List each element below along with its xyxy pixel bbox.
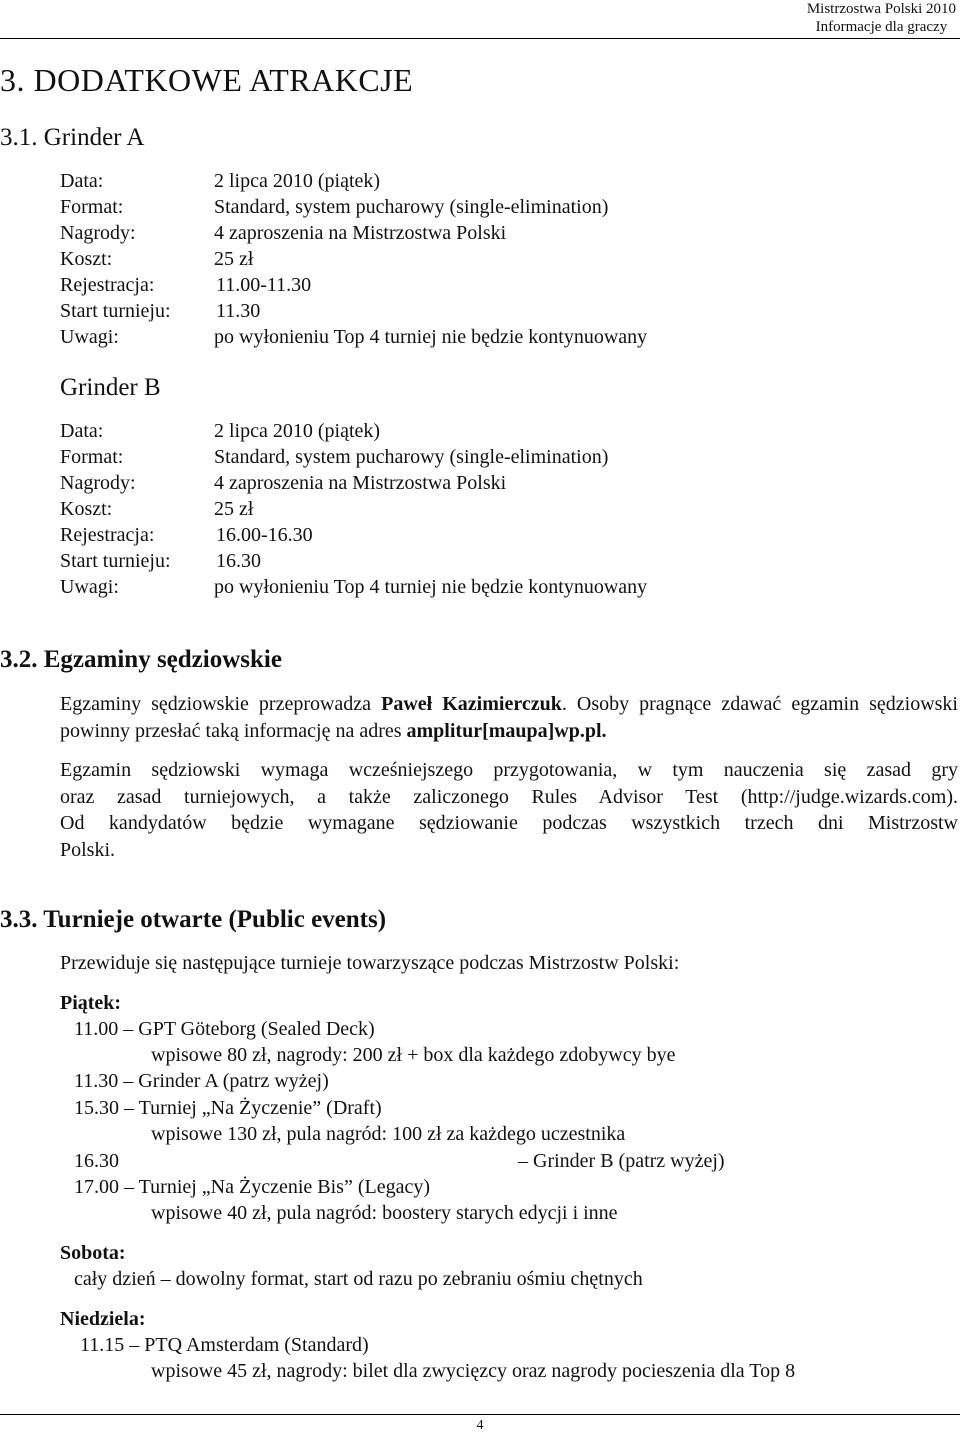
row-label: Data: [60, 420, 104, 442]
row-label: Nagrody: [60, 222, 136, 244]
row-label: Rejestracja: [60, 524, 155, 546]
row-label: Uwagi: [60, 326, 119, 348]
friday-event-4: – Grinder B (patrz wyżej) [518, 1150, 725, 1172]
grinder-b-row-format [60, 444, 609, 470]
footer-rule [0, 1414, 960, 1415]
grinder-a-heading: 3.1. Grinder A [0, 124, 145, 151]
sunday-label: Niedziela: [60, 1308, 146, 1330]
row-value: 25 zł [214, 498, 254, 520]
row-label: Data: [60, 170, 104, 192]
judges-p1-text-c: . [601, 719, 607, 742]
judge-name: Paweł Kazimierczuk [381, 693, 562, 715]
friday-event-3: 15.30 – Turniej „Na Życzenie” (Draft) [74, 1097, 382, 1119]
row-label: Rejestracja: [60, 274, 155, 296]
row-label: Uwagi: [60, 576, 119, 598]
row-value: 4 zaproszenia na Mistrzostwa Polski [214, 222, 507, 244]
running-header [807, 0, 956, 36]
judges-paragraph-1 [60, 691, 958, 744]
friday-event-5-details: wpisowe 40 zł, pula nagród: boostery starych edycji i inne [151, 1202, 618, 1224]
grinder-b-heading: Grinder B [60, 374, 161, 401]
friday-label: Piątek: [60, 992, 122, 1014]
grinder-b-row-prizes [60, 470, 507, 496]
row-value: 25 zł [214, 248, 254, 270]
friday-event-1-details: wpisowe 80 zł, nagrody: 200 zł + box dla każdego zdobywcy bye [151, 1044, 676, 1066]
open-events-intro: Przewiduje się następujące turnieje towarzyszące podczas Mistrzostw Polski: [60, 952, 680, 974]
row-label: Format: [60, 446, 124, 468]
judges-p2-line-2: oraz zasad turniejowych, a także zaliczonego Rules Advisor Test (http://judge.wizards.com). [60, 786, 958, 808]
saturday-label: Sobota: [60, 1242, 126, 1264]
row-value: po wyłonieniu Top 4 turniej nie będzie kontynuowany [214, 326, 648, 348]
row-value: 16.00-16.30 [216, 524, 313, 546]
row-label: Start turnieju: [60, 300, 171, 322]
grinder-a-row-date [60, 168, 381, 194]
grinder-a-row-cost [60, 246, 254, 272]
friday-event-2: 11.30 – Grinder A (patrz wyżej) [74, 1070, 329, 1092]
row-value: 2 lipca 2010 (piątek) [214, 420, 381, 442]
row-value: 2 lipca 2010 (piątek) [214, 170, 381, 192]
grinder-b-row-start [60, 548, 261, 574]
row-label: Start turnieju: [60, 550, 171, 572]
grinder-b-row-cost [60, 496, 254, 522]
grinder-a-row-registration [60, 272, 312, 298]
section-heading: 3. DODATKOWE ATRAKCJE [0, 62, 414, 98]
judges-p1-text-a: Egzaminy sędziowskie przeprowadza [60, 693, 382, 715]
page-number: 4 [476, 1418, 484, 1433]
grinder-a-row-notes [60, 324, 648, 350]
friday-event-5: 17.00 – Turniej „Na Życzenie Bis” (Legacy) [74, 1176, 431, 1198]
judge-email: amplitur[maupa]wp.pl [406, 719, 602, 742]
judges-p1-text-b: . Osoby pragnące zdawać egzamin sędziowski powinny przesłać taką informację na adres [60, 693, 958, 742]
grinder-b-row-date [60, 418, 381, 444]
row-value: 11.00-11.30 [216, 274, 312, 296]
friday-event-1: 11.00 – GPT Göteborg (Sealed Deck) [74, 1018, 375, 1040]
judges-p2-line-3: Od kandydatów będzie wymagane sędziowanie podczas wszystkich trzech dni Mistrzostw [60, 812, 958, 834]
sunday-event-details: wpisowe 45 zł, nagrody: bilet dla zwycięzcy oraz nagrody pocieszenia dla Top 8 [151, 1360, 796, 1382]
row-label: Koszt: [60, 498, 113, 520]
row-label: Format: [60, 196, 124, 218]
open-events-heading: 3.3. Turnieje otwarte (Public events) [0, 906, 387, 933]
friday-event-3-details: wpisowe 130 zł, pula nagród: 100 zł za każdego uczestnika [151, 1123, 626, 1145]
row-value: 16.30 [216, 550, 261, 572]
header-title: Mistrzostwa Polski 2010 [806, 1, 956, 17]
header-subtitle: Informacje dla graczy [815, 19, 948, 35]
grinder-a-row-format [60, 194, 609, 220]
row-value: Standard, system pucharowy (single-elimination) [214, 446, 609, 468]
sunday-event: 11.15 – PTQ Amsterdam (Standard) [80, 1334, 369, 1356]
judges-p2-line-1: Egzamin sędziowski wymaga wcześniejszego przygotowania, w tym nauczenia się zasad gry [60, 759, 958, 781]
row-label: Koszt: [60, 248, 113, 270]
grinder-a-row-start [60, 298, 261, 324]
grinder-a-row-prizes [60, 220, 507, 246]
saturday-event: cały dzień – dowolny format, start od razu po zebraniu ośmiu chętnych [74, 1268, 643, 1290]
judges-p2-line-4: Polski. [60, 839, 116, 861]
grinder-b-row-notes [60, 574, 648, 600]
header-rule [0, 38, 960, 39]
row-label: Nagrody: [60, 472, 136, 494]
row-value: 4 zaproszenia na Mistrzostwa Polski [214, 472, 507, 494]
row-value: Standard, system pucharowy (single-elimination) [214, 196, 609, 218]
grinder-b-row-registration [60, 522, 313, 548]
judges-heading: 3.2. Egzaminy sędziowskie [0, 646, 282, 673]
row-value: po wyłonieniu Top 4 turniej nie będzie kontynuowany [214, 576, 648, 598]
row-value: 11.30 [216, 300, 261, 322]
friday-event-4-time: 16.30 [74, 1150, 119, 1172]
